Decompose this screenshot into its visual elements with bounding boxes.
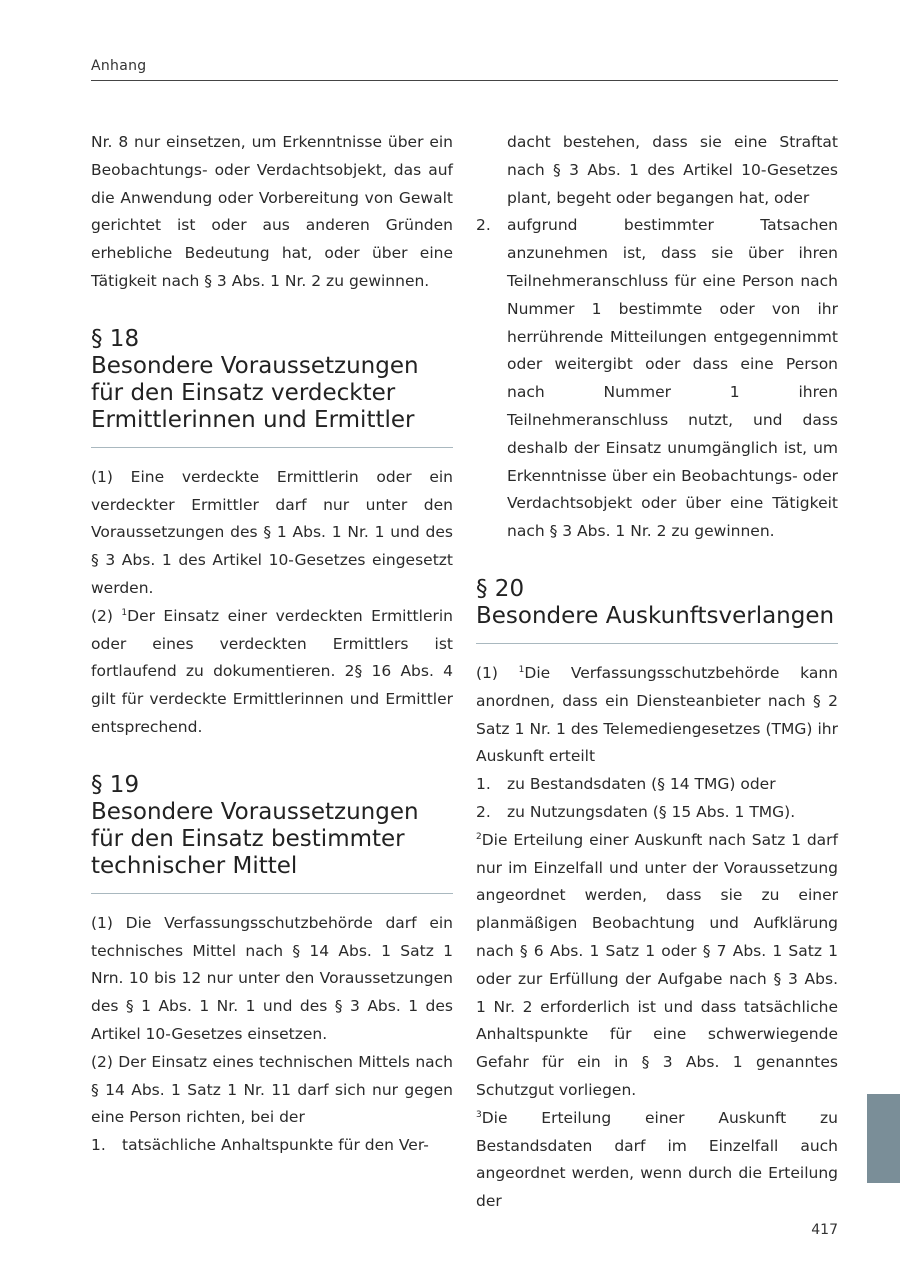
sentence-number: 3: [476, 1109, 482, 1120]
section-19-para-1: (1) Die Verfassungsschutzbehörde darf ein technisches Mittel nach § 14 Abs. 1 Satz 1 Nrn. 10 bis 12 nur unter den Voraussetzungen des § 1 Abs. 1 Nr. 1 und des § 3 Abs. 1 des Artikel 10-Gesetzes einsetzen.: [91, 913, 453, 1043]
list-item: [476, 771, 838, 799]
list-text: tatsächliche Anhaltspunkte für den Ver-: [122, 1136, 429, 1155]
section-19-rule: [91, 893, 453, 894]
section-20-sentence-2: [476, 827, 838, 1105]
section-18-para-2: [91, 603, 453, 742]
list-number: 2.: [476, 802, 491, 821]
list-number: 2.: [476, 216, 491, 235]
list-item: [91, 1132, 453, 1160]
list-item: [476, 799, 838, 827]
section-19-number: § 19: [91, 771, 140, 798]
section-18-para-1: (1) Eine verdeckte Ermittlerin oder ein verdeckter Ermittler darf nur unter den Voraussetzungen des § 1 Abs. 1 Nr. 1 und des § 3 Abs. 1 des Artikel 10-Gesetzes eingesetzt werden.: [91, 467, 453, 597]
para-prefix: (1): [476, 663, 519, 682]
list-number: 1.: [91, 1136, 106, 1155]
section-18-rule: [91, 447, 453, 448]
para-text: Der Einsatz einer verdeckten Ermittlerin oder eines verdeckten Ermittlers ist fortlaufend zu dokumentieren. 2§ 16 Abs. 4 gilt für verdeckte Ermittlerinnen und Ermittler entsprechend.: [91, 606, 453, 736]
list-number: 1.: [476, 775, 491, 794]
sentence-number: 1: [518, 664, 525, 675]
list-text: aufgrund bestimmter Tatsachen anzunehmen ist, dass sie über ihren Teilnehmeranschluss für eine Person nach Nummer 1 bestimmte oder von ihr herrührende Mitteilungen entgegennimmt oder weitergibt oder dass eine Person nach Nummer 1 ihren Teilnehmeranschluss nutzt, und dass deshalb der Einsatz unumgänglich ist, um Erkenntnisse über ein Beobachtungs- oder Verdachtsobjekt oder über eine Tätigkeit nach § 3 Abs. 1 Nr. 2 zu gewinnen.: [507, 216, 838, 541]
list-continuation: dacht bestehen, dass sie eine Straftat nach § 3 Abs. 1 des Artikel 10-Gesetzes plant, begeht oder begangen hat, oder: [507, 133, 838, 207]
sentence-number: 1: [121, 607, 128, 618]
page-number: 417: [811, 1222, 838, 1238]
section-18-number: § 18: [91, 325, 140, 352]
para-text: Die Erteilung einer Auskunft nach Satz 1 darf nur im Einzelfall und unter der Voraussetzung angeordnet werden, dass sie zu einer planmäßigen Beobachtung und Aufklärung nach § 6 Abs. 1 Satz 1 oder § 7 Abs. 1 Satz 1 oder zur Erfüllung der Aufgabe nach § 3 Abs. 1 Nr. 2 erforderlich ist und dass tatsächliche Anhaltspunkte für eine schwerwiegende Gefahr für ein in § 3 Abs. 1 genanntes Schutzgut vorliegen.: [476, 830, 838, 1099]
section-20-sentence-3: [476, 1105, 838, 1216]
running-header: Anhang: [91, 58, 147, 74]
list-text: zu Nutzungsdaten (§ 15 Abs. 1 TMG).: [507, 802, 796, 821]
section-20-title: Besondere Auskunftsverlangen: [476, 602, 835, 629]
header-rule: [91, 80, 838, 81]
para-text: Die Erteilung einer Auskunft zu Bestandsdaten darf im Einzelfall auch angeordnet werden, wenn durch die Erteilung der: [476, 1108, 838, 1211]
section-19-title: Besondere Voraussetzungen für den Einsatz bestimmter technischer Mittel: [91, 798, 419, 879]
right-column: [476, 129, 838, 1216]
section-20-number: § 20: [476, 575, 525, 602]
left-column: [91, 129, 453, 1160]
chapter-thumb-tab: [867, 1094, 900, 1183]
section-19-para-2: (2) Der Einsatz eines technischen Mittels nach § 14 Abs. 1 Satz 1 Nr. 11 darf sich nur gegen eine Person richten, bei der: [91, 1052, 453, 1127]
para-text: Die Verfassungsschutzbehörde kann anordnen, dass ein Diensteanbieter nach § 2 Satz 1 Nr. 1 des Telemediengesetzes (TMG) ihr Auskunft erteilt: [476, 663, 838, 766]
para-prefix: (2): [91, 606, 122, 625]
section-20-para-1: [476, 660, 838, 771]
section-20-rule: [476, 643, 838, 644]
intro-paragraph: Nr. 8 nur einsetzen, um Erkenntnisse über ein Beobachtungs- oder Verdachtsobjekt, das auf die Anwendung oder Vorbereitung von Gewalt gerichtet ist oder aus anderen Gründen erhebliche Bedeutung hat, oder über eine Tätigkeit nach § 3 Abs. 1 Nr. 2 zu gewinnen.: [91, 133, 453, 290]
section-18-title: Besondere Voraussetzungen für den Einsatz verdeckter Ermittlerinnen und Ermittler: [91, 352, 419, 433]
list-text: zu Bestandsdaten (§ 14 TMG) oder: [507, 775, 776, 794]
sentence-number: 2: [476, 831, 482, 842]
list-item: [476, 212, 838, 546]
